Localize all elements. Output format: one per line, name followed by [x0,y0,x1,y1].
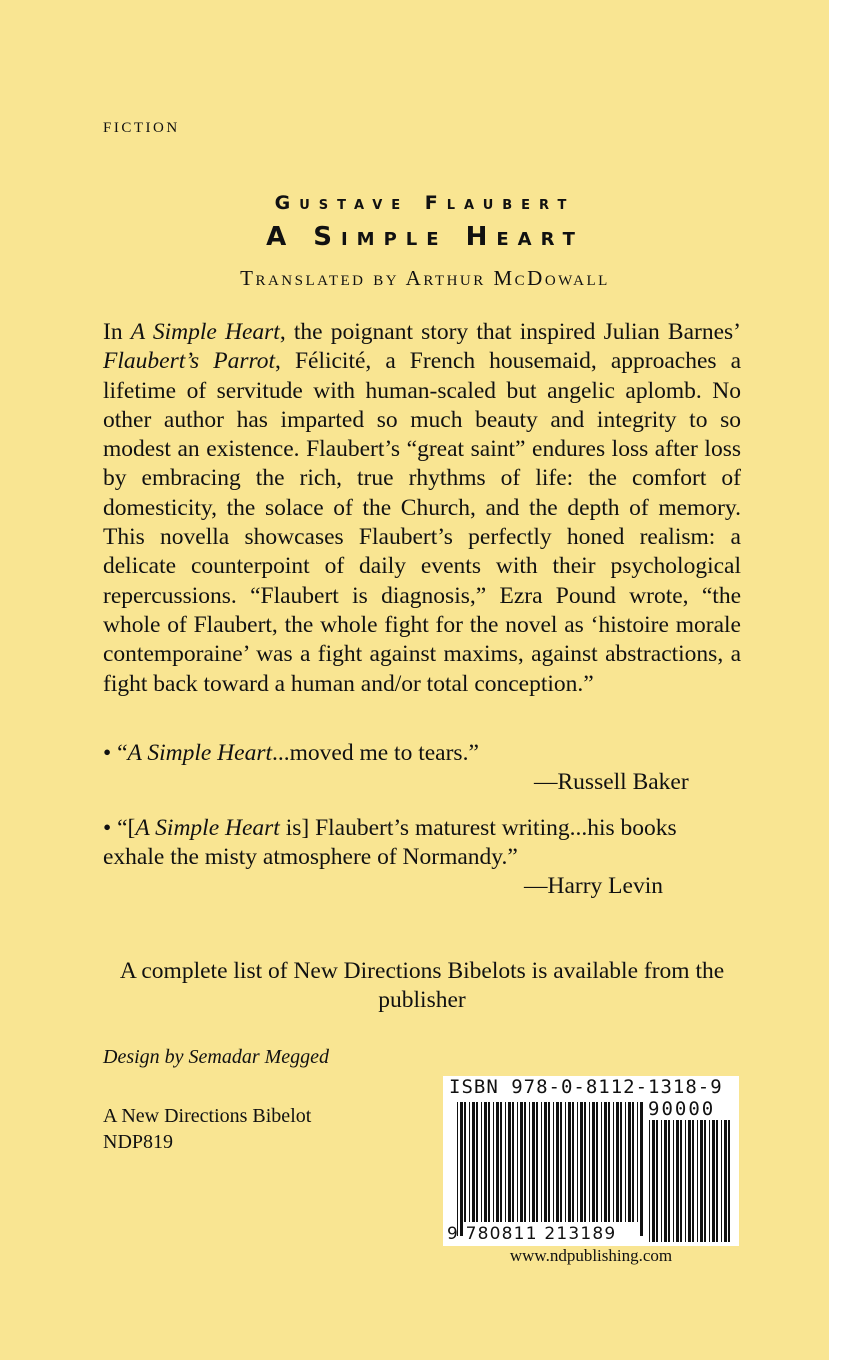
barcode-bar [721,1120,722,1242]
barcode-bar [553,1102,554,1222]
barcode-bar [472,1102,475,1222]
barcode-bar [584,1102,586,1222]
barcode-bar [709,1120,710,1242]
review-quote-2 [103,814,741,873]
barcode-bar [700,1120,703,1242]
barcode-bar [692,1120,694,1242]
barcode-bar [596,1102,598,1222]
barcode-bar [565,1102,566,1222]
barcode-bar [469,1102,470,1222]
barcode-bar [680,1120,682,1242]
design-credit: Design by Semadar Megged [103,1046,330,1068]
blurb-text-2: , the poignant story that inspired Julian Barnes’ [279,319,741,345]
barcode-bar [632,1102,634,1222]
barcode-bar [592,1102,595,1222]
barcode-bar [520,1102,523,1222]
price-addon-bars [649,1120,730,1242]
series-name: A New Directions Bibelot [103,1105,312,1127]
barcode-bar [508,1102,511,1222]
barcode-bar [484,1102,487,1222]
quote-2-prefix: • “[ [103,815,136,841]
author-name: Gustave Flaubert [274,192,576,214]
barcode-bar [601,1102,602,1222]
barcode-bar [460,1102,463,1236]
barcode-bar [464,1102,466,1222]
barcode-bar [656,1120,658,1242]
barcode-bar [649,1120,650,1242]
price-code: 90000 [648,1098,716,1120]
barcode-bar [668,1120,670,1242]
barcode-bar [628,1102,631,1222]
quote-2-attribution: —Harry Levin [524,873,663,899]
barcode-bar [493,1102,494,1222]
blurb-title-italic: A Simple Heart [130,319,280,345]
barcode-bar [608,1102,610,1222]
barcode-bar [544,1102,547,1222]
quote-2-title: A Simple Heart [135,815,280,841]
quote-1-prefix: • “ [103,740,128,766]
barcode-bar [536,1102,538,1222]
quote-1-attribution: —Russell Baker [534,769,689,795]
barcode-bar [712,1120,715,1242]
barcode-bar [505,1102,506,1222]
isbn-label: ISBN 978-0-8112-1318-9 [449,1076,723,1098]
barcode-bar [676,1120,679,1242]
barcode-bar [488,1102,490,1222]
barcode-bar [532,1102,535,1222]
barcode-bar [529,1102,530,1222]
barcode-bar [481,1102,482,1222]
translator-credit: Translated by Arthur McDowall [240,266,610,290]
barcode-bar [716,1120,718,1242]
barcode-bar [640,1102,643,1236]
barcode-bar [724,1120,727,1242]
publisher-note: A complete list of New Directions Bibelots is available from the publisher [119,958,725,1014]
barcode-bar [652,1120,655,1242]
barcode-bar [613,1102,614,1222]
barcode-bar [685,1120,686,1242]
barcode-bar [604,1102,607,1222]
ean-digits: 9 780811 213189 [447,1224,617,1244]
barcode-bar [568,1102,571,1222]
barcode-bar [697,1120,698,1242]
barcode-bar [589,1102,590,1222]
barcode-bar [728,1120,730,1242]
publisher-website: www.ndpublishing.com [509,1246,673,1265]
barcode-bar [704,1120,706,1242]
barcode-bar [673,1120,674,1242]
barcode-bar [580,1102,583,1222]
barcode-bar [541,1102,542,1222]
quote-2-text: is] Flaubert’s maturest writing...his books exhale the misty atmosphere of Normandy.” [103,815,677,871]
barcode-bar [572,1102,574,1222]
barcode-bar [625,1102,626,1222]
barcode-bar [500,1102,502,1222]
book-title: A Simple Heart [266,222,584,252]
isbn-barcode [443,1076,739,1246]
barcode-bar [688,1120,691,1242]
quote-1-title: A Simple Heart [127,740,273,766]
barcode-bar [637,1102,638,1222]
barcode-bar [524,1102,526,1222]
blurb-parrot-italic: Flaubert’s Parrot [103,348,276,375]
barcode-bar [560,1102,562,1222]
ean-bars [457,1102,643,1236]
barcode-bar [512,1102,514,1222]
barcode-bar [517,1102,518,1222]
barcode-bar [616,1102,619,1222]
barcode-bar [661,1120,662,1242]
barcode-bar [476,1102,478,1222]
barcode-bar [548,1102,550,1222]
barcode-bar [457,1102,458,1236]
genre-label: FICTION [103,120,180,136]
quote-1-text: ...moved me to tears.” [272,740,479,766]
review-quote-1 [103,739,741,768]
barcode-bar [620,1102,622,1222]
blurb-text-1: In [103,319,131,345]
barcode-bar [664,1120,667,1242]
barcode-bar [496,1102,499,1222]
barcode-bar [577,1102,578,1222]
barcode-bar [556,1102,559,1222]
blurb-text-3: , Félicité, a French housemaid, approaches a lifetime of servitude with human-scaled but angelic aplomb. No other author has imparted so much beauty and integrity to so modest an existence. Flaubert’s “great saint” endures loss after loss by embracing the rich, true rhythms of life: the comfort of domesticity, the solace of the Church, and the depth of memory. This novella showcases Flaubert’s perfectly honed realism: a delicate counterpoint of daily events with their psychological repercussions. “Flaubert is diagnosis,” Ezra Pound wrote, “the whole of Flaubert, the whole fight for the novel as ‘histoire morale contemporaine’ was a fight against maxims, against abstractions, a fight back toward a human and/or total conception.” [103,348,741,697]
book-description [103,318,741,699]
imprint-block [103,1103,311,1155]
series-code: NDP819 [103,1131,174,1153]
